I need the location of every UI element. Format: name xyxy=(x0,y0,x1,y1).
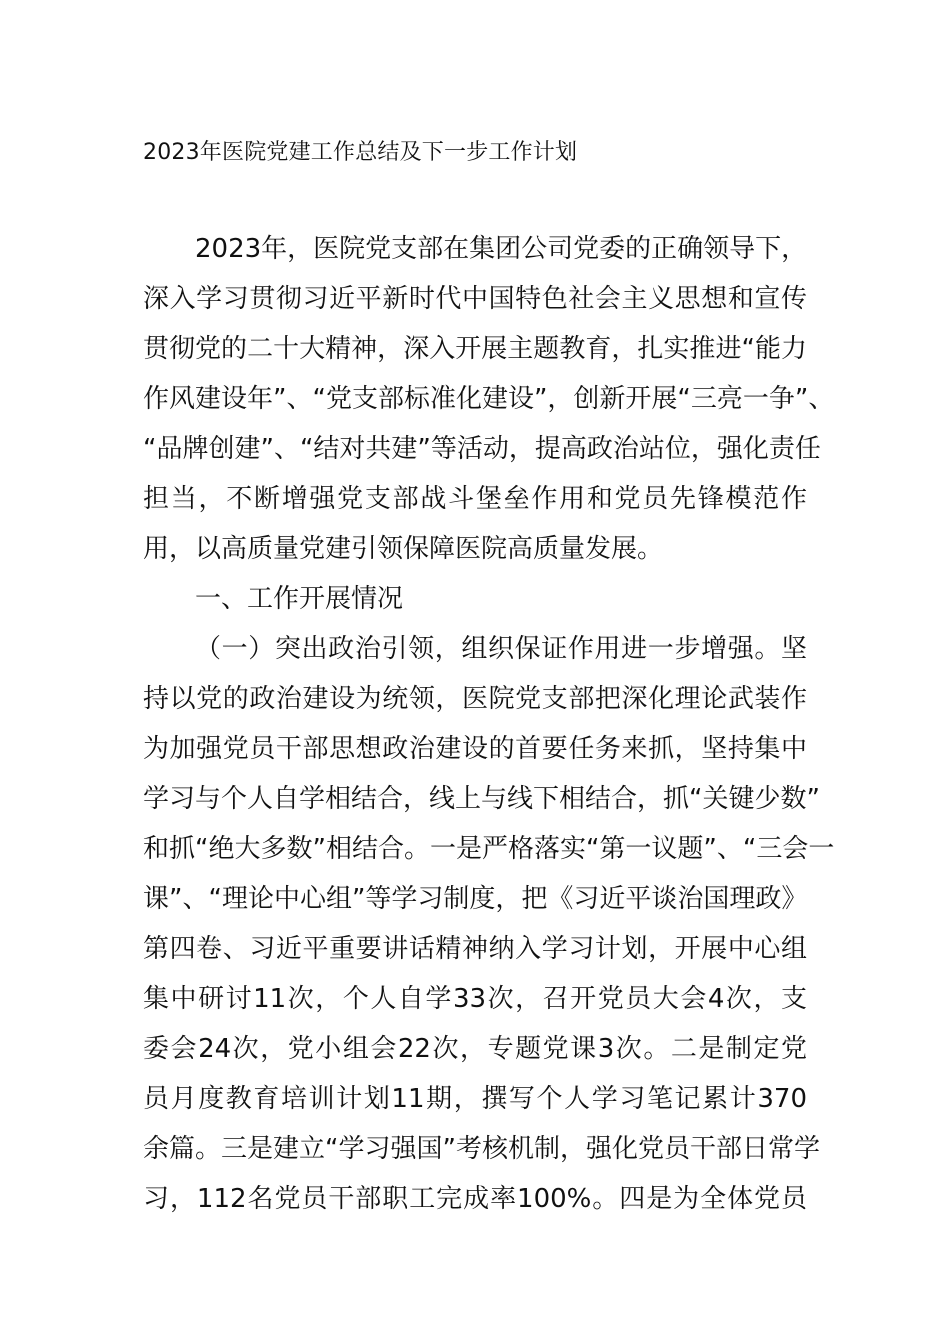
paragraph-line: 课”、“理论中心组”等学习制度，把《习近平谈治国理政》 xyxy=(143,884,808,914)
paragraph-line: 贯彻党的二十大精神，深入开展主题教育，扎实推进“能力 xyxy=(143,334,807,364)
paragraph-line: 学习与个人自学相结合，线上与线下相结合，抓“关键少数” xyxy=(143,784,820,814)
paragraph-line: 担当，不断增强党支部战斗堡垒作用和党员先锋模范作 xyxy=(143,484,807,514)
paragraph-line: “品牌创建”、“结对共建”等活动，提高政治站位，强化责任 xyxy=(143,434,821,464)
paragraph-line: 持以党的政治建设为统领，医院党支部把深化理论武装作 xyxy=(143,684,807,714)
document-body xyxy=(143,224,835,1224)
paragraph-line: 习，112名党员干部职工完成率100%。四是为全体党员 xyxy=(143,1184,807,1214)
paragraph-line: 第四卷、习近平重要讲话精神纳入学习计划，开展中心组 xyxy=(143,934,807,964)
document-title: 2023年医院党建工作总结及下一步工作计划 xyxy=(143,140,578,165)
paragraph-line: 员月度教育培训计划11期，撰写个人学习笔记累计370 xyxy=(143,1084,807,1114)
paragraph-line: 为加强党员干部思想政治建设的首要任务来抓，坚持集中 xyxy=(143,734,807,764)
paragraph-line: 用，以高质量党建引领保障医院高质量发展。 xyxy=(143,534,664,564)
paragraph-line: （一）突出政治引领，组织保证作用进一步增强。坚 xyxy=(195,634,807,664)
section-heading: 一、工作开展情况 xyxy=(195,584,404,614)
paragraph-line: 余篇。三是建立“学习强国”考核机制，强化党员干部日常学 xyxy=(143,1134,820,1164)
paragraph-line: 委会24次，党小组会22次，专题党课3次。二是制定党 xyxy=(143,1034,807,1064)
paragraph-line: 作风建设年”、“党支部标准化建设”，创新开展“三亮一争”、 xyxy=(143,384,835,414)
paragraph-line: 2023年，医院党支部在集团公司党委的正确领导下， xyxy=(195,234,808,264)
paragraph-line: 和抓“绝大多数”相结合。一是严格落实“第一议题”、“三会一 xyxy=(143,834,835,864)
paragraph-line: 集中研讨11次，个人自学33次，召开党员大会4次，支 xyxy=(143,984,807,1014)
paragraph-line: 深入学习贯彻习近平新时代中国特色社会主义思想和宣传 xyxy=(143,284,807,314)
